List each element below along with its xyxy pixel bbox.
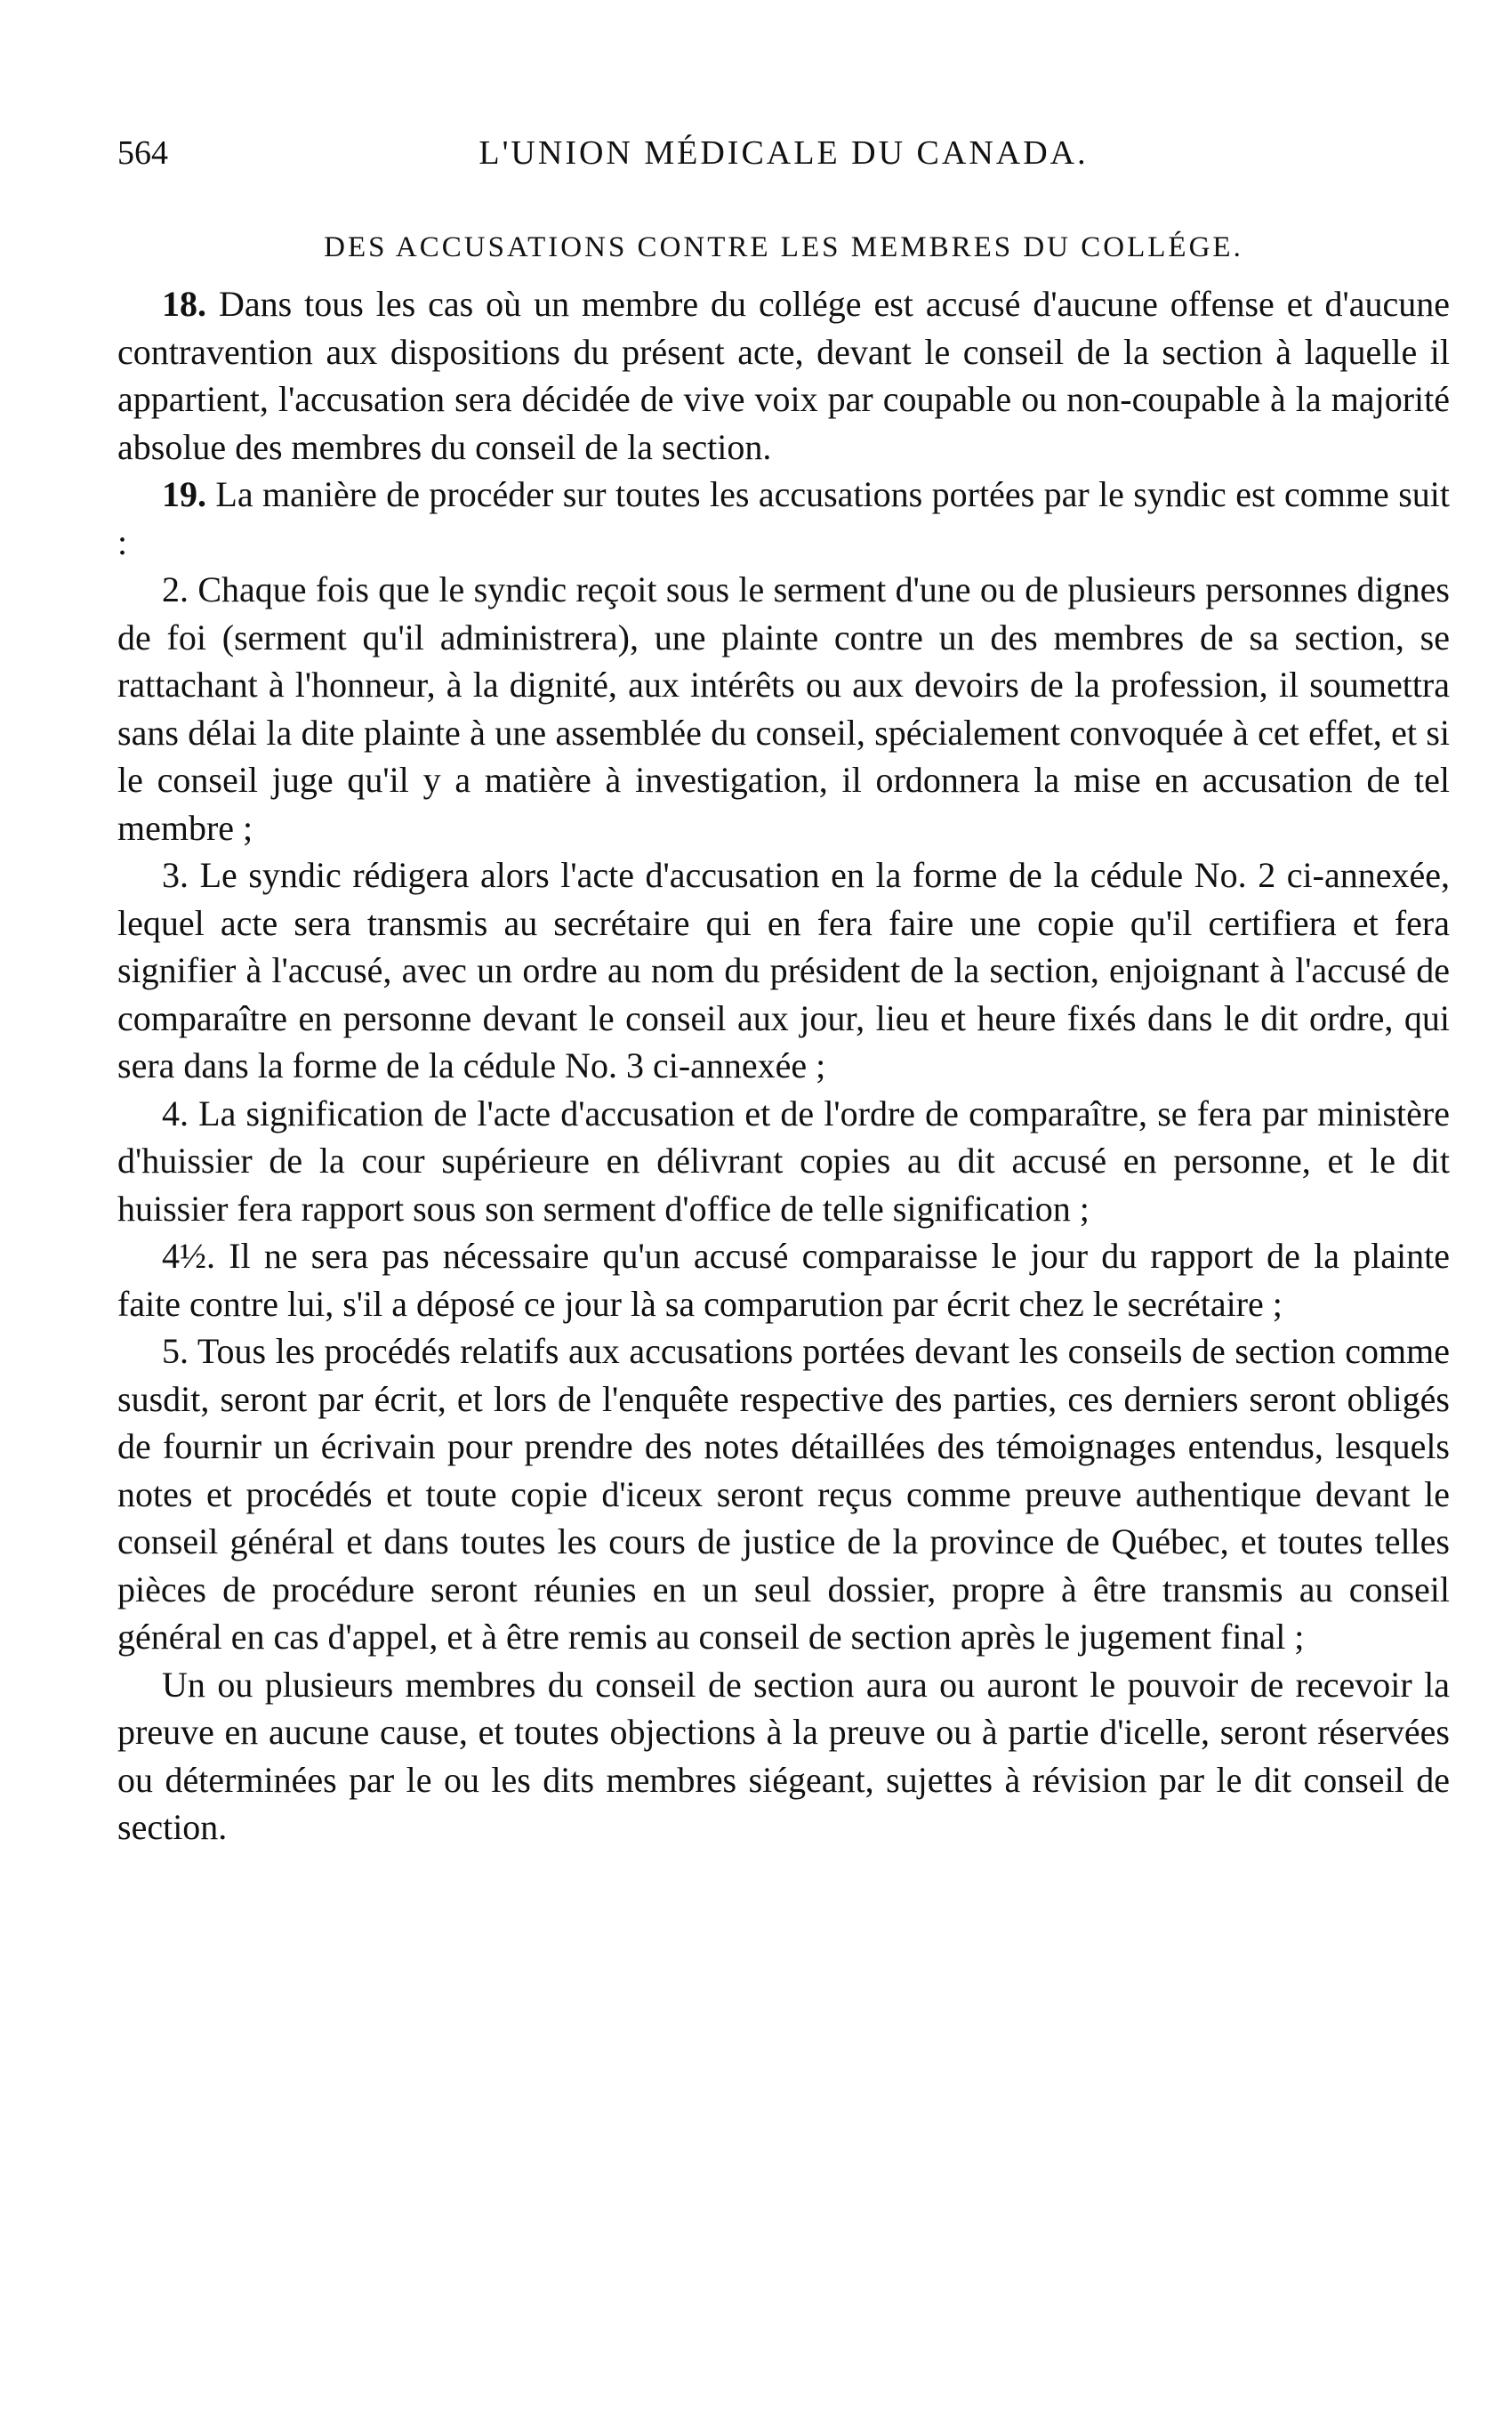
article-18 <box>117 280 1450 471</box>
paragraph-5: 5. Tous les procédés relatifs aux accusations portées devant les conseils de section comme susdit, seront par écrit, et lors de l'enquête respective des parties, ces derniers seront obligés de fournir un écrivain pour prendre des notes détaillées des témoignages entendus, lesquels notes et procédés et toute copie d'iceux seront reçus comme preuve authentique devant le conseil général et dans toutes les cours de justice de la province de Québec, et toutes telles pièces de procédure seront réunies en un seul dossier, propre à être transmis au conseil général en cas d'appel, et à être remis au conseil de section après le jugement final ; <box>117 1331 1450 1657</box>
paragraph-4-half: 4½. Il ne sera pas nécessaire qu'un accusé comparaisse le jour du rapport de la plainte faite contre lui, s'il a déposé ce jour là sa comparution par écrit chez le secrétaire ; <box>117 1236 1450 1324</box>
article-19 <box>117 471 1450 566</box>
article-number: 19. <box>162 474 206 514</box>
section-title: DES ACCUSATIONS CONTRE LES MEMBRES DU COLLÉGE. <box>324 231 1243 263</box>
paragraph-2: 2. Chaque fois que le syndic reçoit sous le serment d'une ou de plusieurs personnes dignes de foi (serment qu'il administrera), une plainte contre un des membres de sa section, se rattachant à l'honneur, à la dignité, aux intérêts ou aux devoirs de la profession, il soumettra sans délai la dite plainte à une assemblée du conseil, spécialement convoquée à cet effet, et si le conseil juge qu'il y a matière à investigation, il ordonnera la mise en accusation de tel membre ; <box>117 569 1450 848</box>
running-title: L'UNION MÉDICALE DU CANADA. <box>479 134 1089 172</box>
paragraph-3: 3. Le syndic rédigera alors l'acte d'accusation en la forme de la cédule No. 2 ci-annexée, lequel acte sera transmis au secrétaire qui en fera faire une copie qu'il certifiera et fera signifier à l'accusé, avec un ordre au nom du président de la section, enjoignant à l'accusé de comparaître en personne devant le conseil aux jour, lieu et heure fixés dans le dit ordre, qui sera dans la forme de la cédule No. 3 ci-annexée ; <box>117 855 1450 1085</box>
page-number: 564 <box>117 134 168 172</box>
page-header <box>117 133 1450 187</box>
article-text: Dans tous les cas où un membre du collége est accusé d'aucune offense et d'aucune contravention aux dispositions du présent acte, devant le conseil de la section à laquelle il appartient, l'accusation sera décidée de vive voix par coupable ou non-coupable à la majorité absolue des membres du conseil de la section. <box>117 284 1451 467</box>
article-number: 18. <box>162 284 206 324</box>
paragraph-final: Un ou plusieurs membres du conseil de section aura ou auront le pouvoir de recevoir la preuve en aucune cause, et toutes objections à la preuve ou à partie d'icelle, seront réservées ou déterminées par le ou les dits membres siégeant, sujettes à révision par le dit conseil de section. <box>117 1664 1450 1847</box>
paragraph-4: 4. La signification de l'acte d'accusation et de l'ordre de comparaître, se fera par ministère d'huissier de la cour supérieure en délivrant copies au dit accusé en personne, et le dit huissier fera rapport sous son serment d'office de telle signification ; <box>117 1093 1450 1229</box>
document-body <box>117 280 1450 1851</box>
article-text: La manière de procéder sur toutes les accusations portées par le syndic est comme suit : <box>117 474 1450 562</box>
